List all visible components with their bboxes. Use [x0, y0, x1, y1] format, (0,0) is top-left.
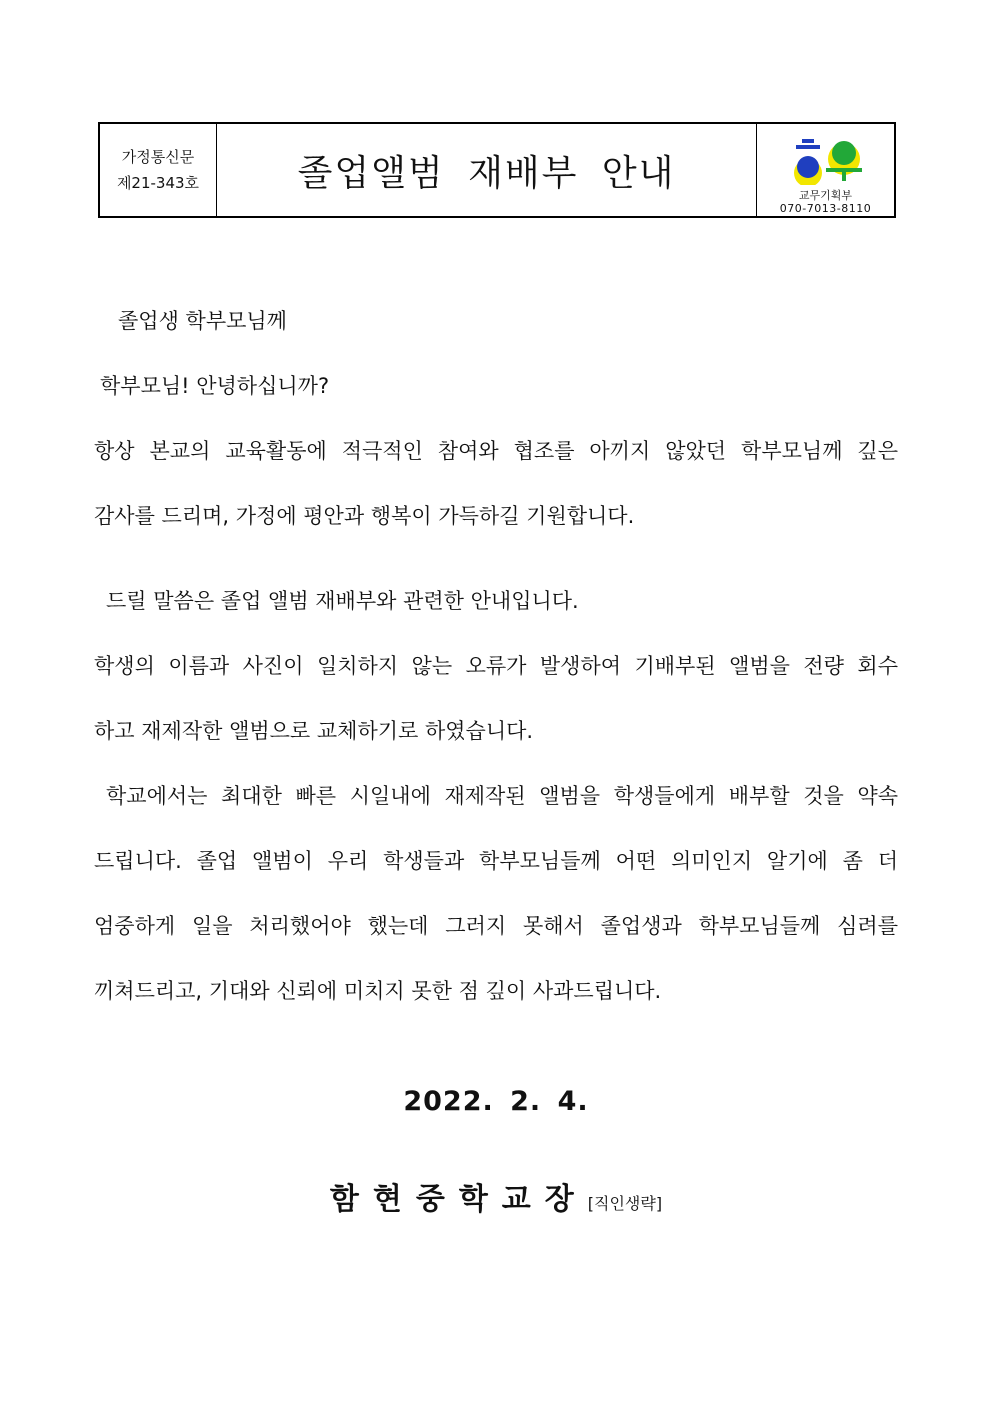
department-label: 교무기획부 [798, 189, 853, 202]
signature-block [0, 1174, 992, 1218]
paragraph-line: 학교에서는 최대한 빠른 시일내에 재제작된 앨범을 학생들에게 배부할 것을 약속 [106, 784, 898, 808]
paragraph-line: 드립니다. 졸업 앨범이 우리 학생들과 학부모님들께 어떤 의미인지 알기에 좀 더 [94, 849, 898, 873]
document-title: 졸업앨범 재배부 안내 [297, 152, 676, 194]
signer-name: 함현중학교장 [329, 1182, 588, 1217]
seal-note: [직인생략] [587, 1194, 663, 1213]
department-phone: 070-7013-8110 [779, 202, 872, 215]
paragraph-line: 하고 재제작한 앨범으로 교체하기로 하였습니다. [94, 719, 534, 743]
greeting: 학부모님! 안녕하십니까? [100, 374, 330, 398]
document-header [98, 122, 896, 218]
paragraph-line: 끼쳐드리고, 기대와 신뢰에 미치지 못한 점 깊이 사과드립니다. [94, 979, 662, 1003]
paragraph-line: 드릴 말씀은 졸업 앨범 재배부와 관련한 안내입니다. [106, 589, 579, 613]
school-logo-cell [756, 124, 894, 216]
paragraph-line: 감사를 드리며, 가정에 평안과 행복이 가득하길 기원합니다. [94, 504, 635, 528]
school-logo-icon [788, 133, 864, 185]
salutation: 졸업생 학부모님께 [118, 309, 287, 333]
doc-type: 가정통신문 [121, 148, 195, 166]
doc-info-cell [100, 124, 217, 216]
doc-number: 제21-343호 [116, 174, 200, 192]
paragraph-line: 항상 본교의 교육활동에 적극적인 참여와 협조를 아끼지 않았던 학부모님께 깊은 [94, 439, 898, 463]
paragraph-line: 학생의 이름과 사진이 일치하지 않는 오류가 발생하여 기배부된 앨범을 전량 회수 [94, 654, 898, 678]
paragraph-line: 엄중하게 일을 처리했어야 했는데 그러지 못해서 졸업생과 학부모님들께 심려를 [94, 914, 898, 938]
issue-date: 2022. 2. 4. [403, 1086, 589, 1117]
